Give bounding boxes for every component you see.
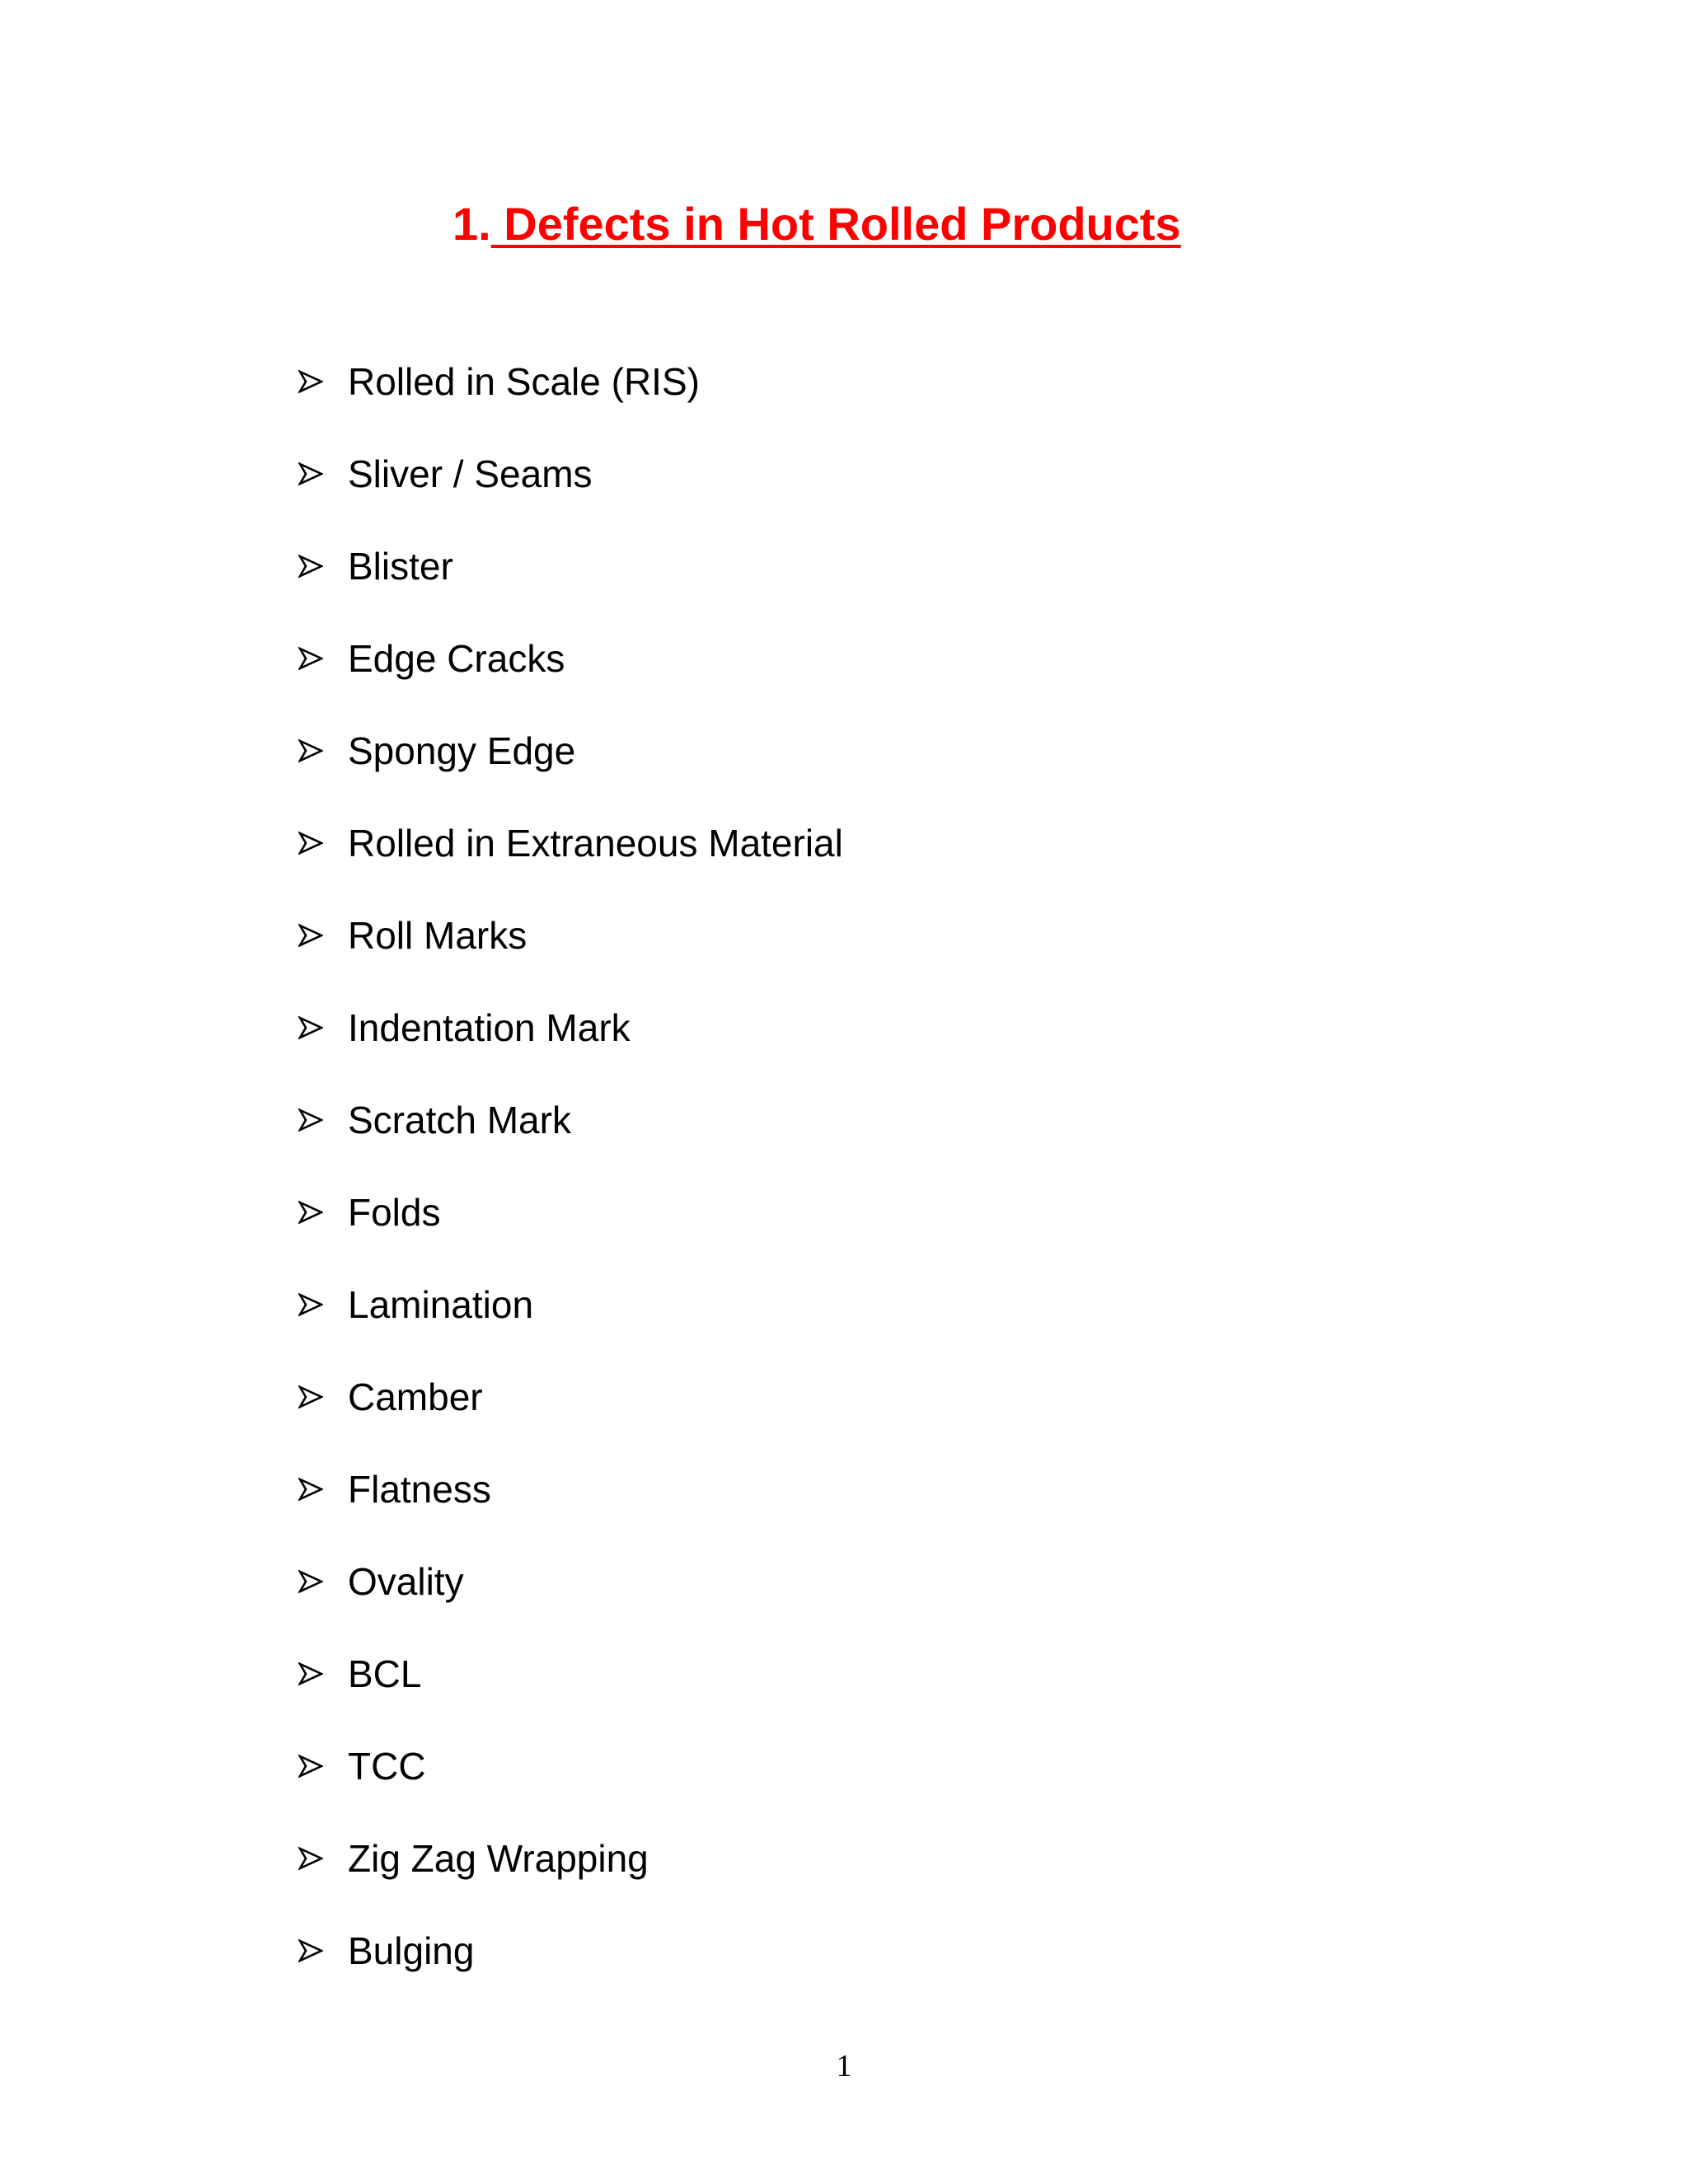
list-item <box>298 1550 843 1643</box>
list-item-label: BCL <box>348 1652 422 1695</box>
arrow-bullet-icon <box>298 350 348 413</box>
arrow-bullet-icon <box>298 1643 348 1705</box>
arrow-bullet-icon <box>298 1827 348 1890</box>
page-number: 1 <box>836 2049 852 2083</box>
list-item <box>298 1643 843 1735</box>
list-item <box>298 1919 843 2012</box>
list-item-label: Ovality <box>348 1560 464 1603</box>
arrow-bullet-icon <box>298 1273 348 1336</box>
arrow-bullet-icon <box>298 996 348 1059</box>
list-item <box>298 904 843 996</box>
list-item-label: Bulging <box>348 1929 475 1972</box>
list-item <box>298 1827 843 1919</box>
list-item <box>298 350 843 443</box>
arrow-bullet-icon <box>298 1550 348 1613</box>
list-item-label: Blister <box>348 545 453 588</box>
list-item <box>298 443 843 535</box>
list-item-label: Roll Marks <box>348 914 528 957</box>
list-item <box>298 812 843 904</box>
list-item-label: Rolled in Scale (RIS) <box>348 360 700 403</box>
arrow-bullet-icon <box>298 1919 348 1982</box>
arrow-bullet-icon <box>298 1366 348 1428</box>
list-item-label: Indentation Mark <box>348 1006 631 1049</box>
arrow-bullet-icon <box>298 443 348 505</box>
arrow-bullet-icon <box>298 1735 348 1797</box>
list-item-label: Camber <box>348 1376 483 1418</box>
list-item <box>298 535 843 627</box>
title-text: Defects in Hot Rolled Products <box>490 198 1181 250</box>
arrow-bullet-icon <box>298 719 348 782</box>
list-item <box>298 1735 843 1827</box>
arrow-bullet-icon <box>298 1458 348 1521</box>
list-item-label: Flatness <box>348 1468 491 1511</box>
arrow-bullet-icon <box>298 535 348 598</box>
list-item <box>298 1089 843 1181</box>
arrow-bullet-icon <box>298 812 348 874</box>
list-item-label: Zig Zag Wrapping <box>348 1837 649 1880</box>
arrow-bullet-icon <box>298 627 348 690</box>
list-item-label: Spongy Edge <box>348 729 576 772</box>
list-item <box>298 1458 843 1550</box>
list-item <box>298 719 843 812</box>
list-item-label: Scratch Mark <box>348 1099 571 1141</box>
list-item <box>298 1366 843 1458</box>
list-item-label: Sliver / Seams <box>348 452 593 495</box>
arrow-bullet-icon <box>298 1181 348 1244</box>
list-item <box>298 1273 843 1366</box>
title-number: 1. <box>452 198 491 250</box>
list-item-label: Lamination <box>348 1283 534 1326</box>
defect-list <box>298 350 843 2012</box>
list-item <box>298 1181 843 1273</box>
list-item-label: TCC <box>348 1745 426 1788</box>
list-item <box>298 996 843 1089</box>
list-item-label: Rolled in Extraneous Material <box>348 822 843 865</box>
list-item-label: Edge Cracks <box>348 637 565 680</box>
list-item-label: Folds <box>348 1191 441 1234</box>
page-title <box>452 194 1181 254</box>
list-item <box>298 627 843 719</box>
arrow-bullet-icon <box>298 904 348 967</box>
arrow-bullet-icon <box>298 1089 348 1151</box>
